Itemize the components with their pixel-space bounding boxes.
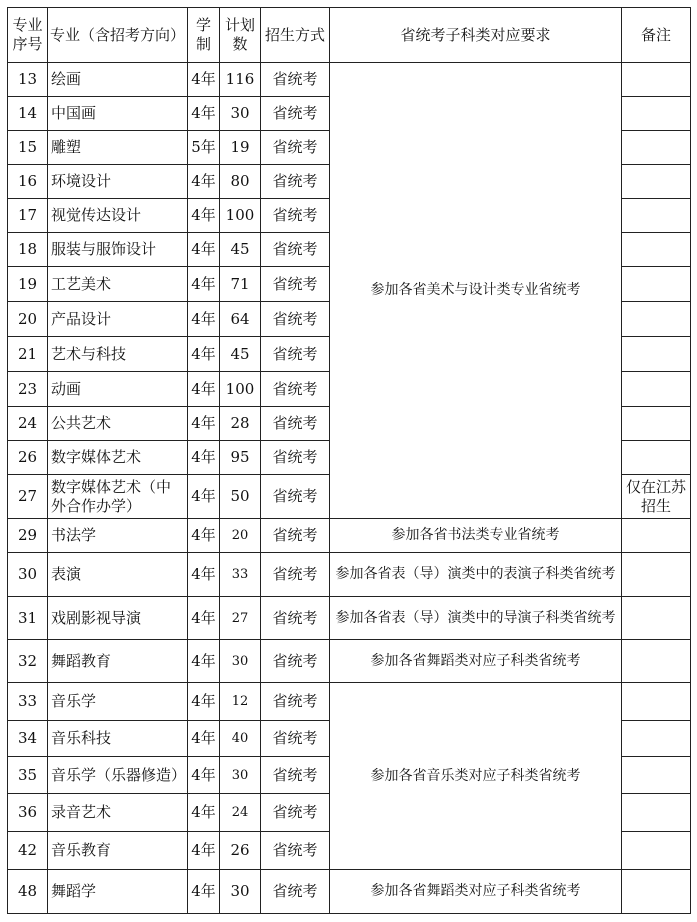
row-plan: 24 (220, 794, 261, 832)
header-years: 学制 (188, 8, 220, 63)
table-row (8, 519, 691, 553)
row-years: 5年 (188, 131, 220, 165)
row-method: 省统考 (261, 870, 330, 914)
header-plan: 计划数 (220, 8, 261, 63)
requirement-music: 参加各省音乐类对应子科类省统考 (330, 683, 622, 870)
row-years: 4年 (188, 165, 220, 199)
row-no: 14 (8, 97, 48, 131)
row-plan: 33 (220, 553, 261, 597)
row-no: 32 (8, 640, 48, 683)
row-years: 4年 (188, 302, 220, 337)
row-plan: 28 (220, 407, 261, 441)
row-note (622, 233, 691, 267)
row-note (622, 97, 691, 131)
row-method: 省统考 (261, 267, 330, 302)
row-plan: 30 (220, 640, 261, 683)
row-note: 仅在江苏招生 (622, 475, 691, 519)
row-plan: 19 (220, 131, 261, 165)
row-note (622, 199, 691, 233)
row-plan: 30 (220, 97, 261, 131)
row-major: 环境设计 (48, 165, 188, 199)
row-note (622, 267, 691, 302)
row-no: 30 (8, 553, 48, 597)
row-note (622, 721, 691, 757)
requirement-art-design: 参加各省美术与设计类专业省统考 (330, 63, 622, 519)
row-method: 省统考 (261, 407, 330, 441)
row-plan: 40 (220, 721, 261, 757)
row-major: 服装与服饰设计 (48, 233, 188, 267)
row-no: 20 (8, 302, 48, 337)
row-no: 34 (8, 721, 48, 757)
row-plan: 26 (220, 832, 261, 870)
row-note (622, 597, 691, 640)
row-note (622, 407, 691, 441)
row-note (622, 870, 691, 914)
row-years: 4年 (188, 337, 220, 372)
row-no: 19 (8, 267, 48, 302)
row-method: 省统考 (261, 794, 330, 832)
table-row (8, 553, 691, 597)
row-years: 4年 (188, 441, 220, 475)
row-plan: 30 (220, 757, 261, 794)
table-row (8, 683, 691, 721)
row-no: 33 (8, 683, 48, 721)
table-row (8, 870, 691, 914)
row-method: 省统考 (261, 63, 330, 97)
row-method: 省统考 (261, 337, 330, 372)
requirement-dance-education: 参加各省舞蹈类对应子科类省统考 (330, 640, 622, 683)
row-note (622, 131, 691, 165)
row-method: 省统考 (261, 199, 330, 233)
row-years: 4年 (188, 832, 220, 870)
row-major: 视觉传达设计 (48, 199, 188, 233)
row-plan: 20 (220, 519, 261, 553)
requirement-dance: 参加各省舞蹈类对应子科类省统考 (330, 870, 622, 914)
header-major: 专业（含招考方向） (48, 8, 188, 63)
row-note (622, 372, 691, 407)
row-plan: 45 (220, 233, 261, 267)
header-requirement: 省统考子科类对应要求 (330, 8, 622, 63)
row-method: 省统考 (261, 372, 330, 407)
row-no: 26 (8, 441, 48, 475)
row-method: 省统考 (261, 165, 330, 199)
row-major: 音乐教育 (48, 832, 188, 870)
row-method: 省统考 (261, 683, 330, 721)
row-plan: 45 (220, 337, 261, 372)
row-plan: 80 (220, 165, 261, 199)
row-no: 15 (8, 131, 48, 165)
row-method: 省统考 (261, 597, 330, 640)
row-years: 4年 (188, 757, 220, 794)
row-plan: 12 (220, 683, 261, 721)
row-method: 省统考 (261, 441, 330, 475)
row-major: 中国画 (48, 97, 188, 131)
row-plan: 100 (220, 199, 261, 233)
row-plan: 100 (220, 372, 261, 407)
row-no: 21 (8, 337, 48, 372)
row-major: 舞蹈教育 (48, 640, 188, 683)
requirement-acting: 参加各省表（导）演类中的表演子科类省统考 (330, 553, 622, 597)
row-note (622, 794, 691, 832)
row-no: 13 (8, 63, 48, 97)
row-note (622, 640, 691, 683)
row-plan: 30 (220, 870, 261, 914)
row-no: 48 (8, 870, 48, 914)
header-no: 专业序号 (8, 8, 48, 63)
row-no: 35 (8, 757, 48, 794)
table-row (8, 597, 691, 640)
row-note (622, 757, 691, 794)
row-major: 音乐学（乐器修造） (48, 757, 188, 794)
row-note (622, 302, 691, 337)
row-note (622, 63, 691, 97)
row-years: 4年 (188, 683, 220, 721)
row-no: 23 (8, 372, 48, 407)
row-years: 4年 (188, 794, 220, 832)
row-no: 27 (8, 475, 48, 519)
row-years: 4年 (188, 407, 220, 441)
row-years: 4年 (188, 640, 220, 683)
header-method: 招生方式 (261, 8, 330, 63)
row-note (622, 441, 691, 475)
row-plan: 64 (220, 302, 261, 337)
row-years: 4年 (188, 267, 220, 302)
row-years: 4年 (188, 233, 220, 267)
row-major: 表演 (48, 553, 188, 597)
row-major: 动画 (48, 372, 188, 407)
row-plan: 71 (220, 267, 261, 302)
row-major: 数字媒体艺术 (48, 441, 188, 475)
row-major: 录音艺术 (48, 794, 188, 832)
row-major: 公共艺术 (48, 407, 188, 441)
row-years: 4年 (188, 553, 220, 597)
row-method: 省统考 (261, 757, 330, 794)
requirement-calligraphy: 参加各省书法类专业省统考 (330, 519, 622, 553)
row-years: 4年 (188, 63, 220, 97)
row-years: 4年 (188, 519, 220, 553)
row-note (622, 832, 691, 870)
row-no: 17 (8, 199, 48, 233)
row-note (622, 683, 691, 721)
row-major: 数字媒体艺术（中外合作办学） (48, 475, 188, 519)
row-no: 42 (8, 832, 48, 870)
row-major: 音乐科技 (48, 721, 188, 757)
row-major: 书法学 (48, 519, 188, 553)
row-major: 绘画 (48, 63, 188, 97)
row-method: 省统考 (261, 97, 330, 131)
row-years: 4年 (188, 597, 220, 640)
row-note (622, 519, 691, 553)
row-major: 戏剧影视导演 (48, 597, 188, 640)
row-method: 省统考 (261, 832, 330, 870)
row-note (622, 165, 691, 199)
row-no: 24 (8, 407, 48, 441)
row-plan: 116 (220, 63, 261, 97)
row-method: 省统考 (261, 302, 330, 337)
row-no: 16 (8, 165, 48, 199)
row-years: 4年 (188, 97, 220, 131)
admission-plan-table (7, 7, 691, 914)
row-method: 省统考 (261, 233, 330, 267)
table-row (8, 63, 691, 97)
row-no: 18 (8, 233, 48, 267)
row-major: 音乐学 (48, 683, 188, 721)
row-method: 省统考 (261, 553, 330, 597)
row-major: 舞蹈学 (48, 870, 188, 914)
row-plan: 95 (220, 441, 261, 475)
row-years: 4年 (188, 372, 220, 407)
row-plan: 27 (220, 597, 261, 640)
row-method: 省统考 (261, 519, 330, 553)
row-years: 4年 (188, 721, 220, 757)
row-major: 工艺美术 (48, 267, 188, 302)
row-plan: 50 (220, 475, 261, 519)
row-years: 4年 (188, 870, 220, 914)
row-method: 省统考 (261, 475, 330, 519)
table-row (8, 640, 691, 683)
row-major: 艺术与科技 (48, 337, 188, 372)
row-method: 省统考 (261, 721, 330, 757)
row-no: 31 (8, 597, 48, 640)
row-method: 省统考 (261, 640, 330, 683)
row-years: 4年 (188, 199, 220, 233)
row-no: 36 (8, 794, 48, 832)
row-no: 29 (8, 519, 48, 553)
row-note (622, 337, 691, 372)
row-years: 4年 (188, 475, 220, 519)
requirement-directing: 参加各省表（导）演类中的导演子科类省统考 (330, 597, 622, 640)
header-note: 备注 (622, 8, 691, 63)
row-note (622, 553, 691, 597)
row-major: 雕塑 (48, 131, 188, 165)
row-method: 省统考 (261, 131, 330, 165)
header-row (8, 8, 691, 63)
row-major: 产品设计 (48, 302, 188, 337)
